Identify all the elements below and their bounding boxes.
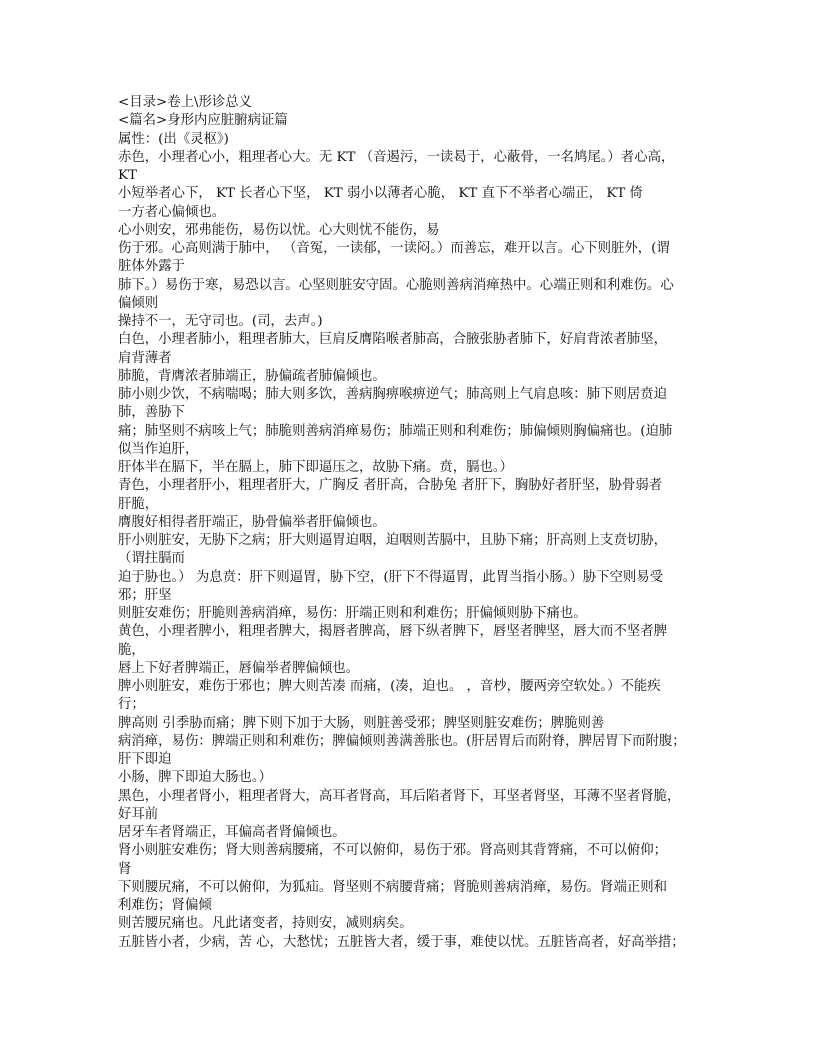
text-line: 肾小则脏安难伤；肾大则善病腰痛，不可以俯仰，易伤于邪。肾高则其背膂痛，不可以俯仰；: [118, 843, 668, 859]
text-line: 肩背薄者: [118, 350, 172, 366]
text-line: 小短举者心下， KT 长者心下坚， KT 弱小以薄者心脆， KT 直下不举者心端正， KT 倚: [118, 186, 643, 202]
text-line: 肝体半在膈下，半在膈上，肺下即逼压之，故胁下痛。贲，膈也。）: [118, 460, 514, 475]
text-line: 肺小则少饮，不病喘喝；肺大则多饮，善病胸痹喉痹逆气；肺高则上气肩息咳：肺下则居贲迫: [118, 387, 668, 402]
text-line: 迫于胁也。） 为息贲：肝下则逼胃，胁下空，(肝下不得逼胃，此胃当指小肠。）胁下空则易受: [118, 569, 664, 585]
text-line: 利难伤；肾偏倾: [118, 898, 212, 913]
text-line: 黄色，小理者脾小，粗理者脾大，揭唇者脾高，唇下纵者脾下，唇坚者脾坚，唇大而不坚者脾: [118, 624, 668, 640]
attribute-line: 属性：(出《灵枢》): [118, 131, 229, 147]
text-line: 脾高则 引季胁而痛；脾下则下加于大肠，则脏善受邪；脾坚则脏安难伤；脾脆则善: [118, 715, 605, 731]
text-line: KT: [118, 168, 137, 183]
text-line: 肝小则脏安，无胁下之病；肝大则逼胃迫咽，迫咽则苦膈中，且胁下痛；肝高则上支贲切胁，: [118, 533, 668, 548]
text-line: 黑色，小理者肾小，粗理者肾大，高耳者肾高，耳后陷者肾下，耳坚者肾坚，耳薄不坚者肾脆，: [118, 788, 681, 804]
text-line: （谓拄膈而: [118, 551, 185, 567]
text-line: 居牙车者肾端正，耳偏高者肾偏倾也。: [118, 825, 346, 840]
text-line: 白色，小理者肺小，粗理者肺大，巨肩反膺陷喉者肺高，合腋张胁者肺下，好肩背浓者肺坚，: [118, 332, 668, 348]
text-line: 邪；肝坚: [118, 587, 172, 603]
toc-path-line: <目录>卷上\形诊总义: [118, 95, 253, 110]
text-line: 肺，善胁下: [118, 405, 185, 421]
text-line: 膺腹好相得者肝端正，胁骨偏举者肝偏倾也。: [118, 514, 386, 530]
text-line: 则苦腰尻痛也。凡此诸变者，持则安，减则病矣。: [118, 916, 413, 932]
text-line: 肝下即迫: [118, 752, 172, 767]
text-line: 伤于邪。心高则满于肺中， （音冤，一读郁，一读闷。）而善忘，难开以言。心下则脏外，(谓: [118, 241, 670, 256]
text-line: 肺下。）易伤于寒，易恐以言。心坚则脏安守固。心脆则善病消瘅热中。心端正则和利难伤。心: [118, 277, 674, 293]
text-line: 五脏皆小者，少病，苦 心，大愁忧；五脏皆大者，缓于事，难使以忧。五脏皆高者，好高举措；: [118, 934, 685, 950]
text-line: 下则腰尻痛，不可以俯仰，为狐疝。肾坚则不病腰背痛；肾脆则善病消瘅，易伤。肾端正则和: [118, 879, 668, 895]
text-line: 肺脆，背膺浓者肺端正，胁偏疏者肺偏倾也。: [118, 368, 386, 384]
text-line: 心小则安，邪弗能伤，易伤以忧。心大则忧不能伤，易: [118, 222, 440, 238]
text-line: 操持不一，无守司也。(司，去声。): [118, 314, 323, 329]
chapter-title-line: <篇名>身形内应脏腑病证篇: [118, 113, 288, 129]
text-line: 小肠，脾下即迫大肠也。）: [118, 770, 272, 786]
text-line: 行；: [118, 697, 145, 713]
text-line: 唇上下好者脾端正，唇偏举者脾偏倾也。: [118, 660, 360, 676]
text-line: 似当作迫肝，: [118, 441, 199, 457]
text-line: 则脏安难伤；肝脆则善病消瘅，易伤：肝端正则和利难伤；肝偏倾则胁下痛也。: [118, 606, 587, 621]
text-line: 脾小则脏安，难伤于邪也；脾大则苦凑 而痛，(凑，迫也。 ，音杪，腰两旁空软处。）不能疾: [118, 679, 661, 694]
document-page: [118, 94, 718, 952]
text-line: 偏倾则: [118, 295, 159, 311]
text-line: 病消瘅，易伤：脾端正则和利难伤；脾偏倾则善满善胀也。(肝居胃后而附脊，脾居胃下而附腹；: [118, 733, 686, 749]
text-line: 肾: [118, 861, 132, 877]
text-line: 一方者心偏倾也。: [118, 204, 226, 220]
text-line: 脏体外露于: [118, 259, 185, 275]
text-line: 脆，: [118, 642, 145, 658]
text-line: 赤色，小理者心小，粗理者心大。无 KT （音遏污，一读曷于，心蔽骨，一名鸠尾。）者心高，: [118, 149, 675, 165]
text-line: 好耳前: [118, 806, 159, 822]
text-line: 痛；肺坚则不病咳上气；肺脆则善病消瘅易伤；肺端正则和利难伤；肺偏倾则胸偏痛也。(迫肺: [118, 423, 673, 439]
text-line: 青色，小理者肝小，粗理者肝大，广胸反 者肝高，合胁兔 者肝下，胸胁好者肝坚，胁骨弱者: [118, 478, 663, 494]
text-line: 肝脆，: [118, 496, 159, 512]
